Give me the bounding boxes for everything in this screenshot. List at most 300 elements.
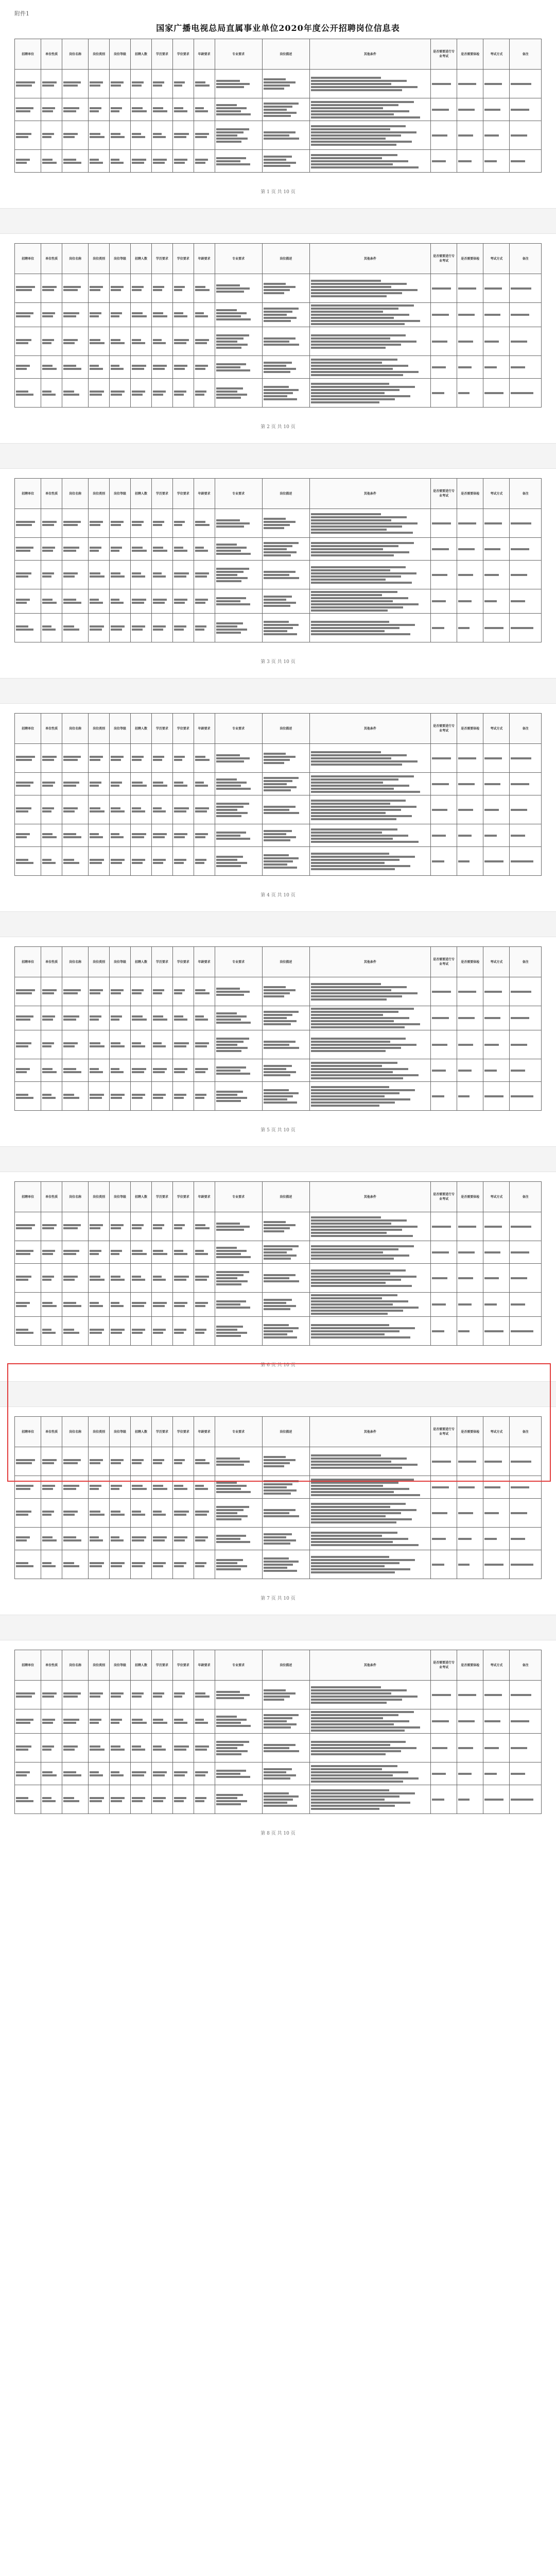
- redacted-text-line: [63, 1536, 76, 1538]
- redacted-text-line: [195, 599, 208, 601]
- table-cell: [431, 1762, 457, 1785]
- redacted-text-line: [311, 782, 383, 784]
- redacted-text-line: [264, 134, 289, 137]
- table-header-row: [15, 1650, 542, 1681]
- table-cell: [89, 70, 110, 98]
- redacted-text-line: [16, 989, 35, 991]
- table-cell: [431, 1476, 457, 1499]
- redacted-text-line: [195, 1276, 210, 1278]
- table-cell: [110, 150, 131, 173]
- redacted-text-line: [264, 337, 296, 340]
- redacted-text-line: [216, 1482, 237, 1484]
- redacted-text-line: [63, 368, 81, 370]
- table-cell: [483, 589, 510, 614]
- redacted-text-line: [311, 1467, 402, 1469]
- redacted-text-line: [42, 1800, 55, 1802]
- redacted-text-line: [174, 391, 186, 393]
- redacted-text-line: [311, 1044, 416, 1046]
- table-cell: [62, 614, 89, 642]
- redacted-text-line: [63, 1276, 78, 1278]
- redacted-text-line: [311, 785, 409, 787]
- redacted-text-line: [16, 1250, 33, 1252]
- redacted-text-line: [311, 1799, 385, 1801]
- table-cell: [62, 1476, 89, 1499]
- table-cell: [194, 824, 215, 847]
- table-cell: [110, 303, 131, 327]
- table-cell: [131, 1499, 152, 1528]
- table-cell: [172, 744, 194, 773]
- redacted-text-line: [111, 342, 125, 344]
- redacted-text-line: [132, 1071, 144, 1073]
- column-header: 是否需要进行专业考试: [431, 479, 457, 509]
- redacted-text-line: [195, 1042, 210, 1044]
- redacted-text-line: [132, 989, 144, 991]
- redacted-text-line: [111, 759, 121, 761]
- redacted-text-line: [216, 1716, 237, 1718]
- redacted-text-line: [264, 1074, 290, 1076]
- redacted-text-line: [311, 323, 405, 325]
- redacted-text-line: [195, 1722, 208, 1724]
- redacted-text-line: [174, 785, 188, 787]
- redacted-text-line: [153, 162, 165, 164]
- column-header: 招聘人数: [131, 244, 152, 274]
- redacted-text-line: [90, 339, 100, 341]
- table-cell: [431, 121, 457, 150]
- redacted-text-line: [63, 289, 78, 291]
- table-cell: [41, 303, 62, 327]
- redacted-text-line: [90, 1302, 99, 1304]
- redacted-text-line: [432, 835, 446, 837]
- redacted-text-line: [132, 1565, 143, 1567]
- redacted-text-line: [264, 599, 286, 601]
- redacted-text-line: [264, 1570, 297, 1572]
- column-header: 岗位描述: [262, 1417, 309, 1447]
- table-cell: [262, 509, 309, 538]
- redacted-text-line: [311, 788, 394, 790]
- redacted-text-line: [63, 785, 76, 787]
- redacted-text-line: [90, 602, 103, 604]
- redacted-text-line: [195, 625, 207, 628]
- redacted-text-line: [216, 757, 250, 759]
- redacted-text-line: [63, 575, 75, 578]
- redacted-text-line: [216, 550, 241, 552]
- redacted-text-line: [132, 1015, 143, 1018]
- redacted-text-line: [311, 138, 386, 140]
- page-gap: [0, 1615, 556, 1640]
- redacted-text-line: [195, 1696, 210, 1698]
- redacted-text-line: [264, 571, 296, 573]
- redacted-text-line: [111, 315, 119, 317]
- redacted-text-line: [132, 629, 143, 631]
- table-cell: [194, 1762, 215, 1785]
- table-cell: [309, 98, 430, 121]
- redacted-text-line: [174, 759, 183, 761]
- redacted-text-line: [174, 862, 184, 864]
- redacted-text-line: [132, 312, 143, 314]
- redacted-text-line: [174, 286, 185, 288]
- table-cell: [215, 1241, 262, 1264]
- table-cell: [309, 1059, 430, 1082]
- redacted-text-line: [195, 602, 205, 604]
- redacted-text-line: [195, 782, 204, 784]
- redacted-text-line: [63, 136, 75, 138]
- redacted-text-line: [216, 334, 249, 336]
- redacted-text-line: [63, 1771, 76, 1773]
- redacted-text-line: [195, 1015, 204, 1018]
- redacted-text-line: [216, 134, 238, 137]
- table-cell: [262, 1059, 309, 1082]
- redacted-text-line: [90, 107, 101, 109]
- table-cell: [110, 379, 131, 408]
- redacted-text-line: [264, 112, 297, 114]
- redacted-text-line: [484, 366, 497, 368]
- redacted-text-line: [195, 1302, 208, 1304]
- redacted-text-line: [311, 1723, 394, 1725]
- page-gap: [0, 911, 556, 937]
- redacted-text-line: [111, 1227, 121, 1229]
- column-header: 学历要求: [151, 1182, 172, 1212]
- redacted-text-line: [174, 625, 186, 628]
- table-cell: [110, 509, 131, 538]
- table-cell: [89, 98, 110, 121]
- redacted-text-line: [195, 162, 205, 164]
- table-cell: [151, 1059, 172, 1082]
- table-cell: [431, 1681, 457, 1709]
- redacted-text-line: [153, 807, 162, 809]
- table-cell: [215, 773, 262, 795]
- table-cell: [172, 1030, 194, 1059]
- table-cell: [457, 1082, 483, 1111]
- table-cell: [15, 98, 41, 121]
- redacted-text-line: [16, 524, 32, 526]
- redacted-text-line: [132, 162, 144, 164]
- redacted-text-line: [111, 992, 121, 994]
- redacted-text-line: [174, 84, 183, 87]
- redacted-text-line: [63, 312, 79, 314]
- column-header: 其他条件: [309, 39, 430, 70]
- redacted-text-line: [311, 1747, 416, 1749]
- table-cell: [151, 795, 172, 824]
- redacted-text-line: [511, 1330, 533, 1332]
- table-cell: [172, 1709, 194, 1734]
- table-cell: [62, 1681, 89, 1709]
- table-cell: [151, 121, 172, 150]
- table-cell: [172, 1006, 194, 1030]
- table-cell: [510, 327, 542, 356]
- redacted-text-line: [63, 1565, 79, 1567]
- table-cell: [262, 1499, 309, 1528]
- table-cell: [194, 98, 215, 121]
- table-row: [15, 1447, 542, 1476]
- redacted-text-line: [311, 1095, 385, 1097]
- column-header: 招聘人数: [131, 39, 152, 70]
- redacted-text-line: [63, 315, 76, 317]
- redacted-text-line: [311, 304, 414, 307]
- redacted-text-line: [111, 756, 123, 758]
- redacted-text-line: [311, 1065, 382, 1067]
- redacted-text-line: [432, 1251, 449, 1253]
- redacted-text-line: [111, 599, 119, 601]
- table-cell: [483, 1241, 510, 1264]
- redacted-text-line: [42, 136, 51, 138]
- redacted-text-line: [216, 1066, 246, 1069]
- column-header: 岗位类别: [89, 1182, 110, 1212]
- redacted-text-line: [311, 1101, 395, 1104]
- redacted-text-line: [264, 1248, 293, 1250]
- redacted-text-line: [111, 833, 119, 835]
- redacted-text-line: [16, 833, 30, 835]
- redacted-text-line: [264, 809, 289, 811]
- table-cell: [89, 1681, 110, 1709]
- redacted-text-line: [216, 1256, 251, 1258]
- table-cell: [215, 847, 262, 876]
- redacted-text-line: [311, 1792, 415, 1794]
- column-header: 岗位描述: [262, 714, 309, 744]
- redacted-text-line: [264, 1561, 299, 1563]
- redacted-text-line: [264, 311, 293, 313]
- redacted-text-line: [311, 1255, 409, 1257]
- table-header-row: [15, 479, 542, 509]
- redacted-text-line: [42, 1771, 53, 1773]
- column-header: 岗位描述: [262, 244, 309, 274]
- redacted-text-line: [216, 1797, 237, 1799]
- table-cell: [483, 1082, 510, 1111]
- table-cell: [89, 379, 110, 408]
- redacted-text-line: [264, 577, 300, 579]
- redacted-text-line: [264, 1227, 290, 1229]
- table-cell: [431, 795, 457, 824]
- redacted-text-line: [90, 1771, 99, 1773]
- table-cell: [457, 327, 483, 356]
- redacted-text-line: [153, 1015, 163, 1018]
- column-header: 年龄要求: [194, 947, 215, 977]
- table-cell: [194, 744, 215, 773]
- table-cell: [215, 1447, 262, 1476]
- column-header: 考试方式: [483, 244, 510, 274]
- redacted-text-line: [311, 575, 401, 578]
- redacted-text-line: [42, 524, 54, 526]
- redacted-text-line: [174, 1485, 184, 1487]
- redacted-text-line: [311, 591, 397, 593]
- redacted-text-line: [16, 1332, 33, 1334]
- column-header: 招聘人数: [131, 947, 152, 977]
- redacted-text-line: [264, 1493, 291, 1495]
- redacted-text-line: [432, 860, 444, 862]
- redacted-text-line: [63, 162, 81, 164]
- redacted-text-line: [174, 1539, 185, 1541]
- redacted-text-line: [511, 1277, 527, 1279]
- redacted-text-line: [42, 1565, 55, 1567]
- redacted-text-line: [264, 545, 293, 547]
- table-cell: [15, 744, 41, 773]
- redacted-text-line: [195, 1536, 208, 1538]
- redacted-text-line: [42, 162, 57, 164]
- table-cell: [194, 1476, 215, 1499]
- table-cell: [483, 824, 510, 847]
- table-cell: [194, 70, 215, 98]
- redacted-text-line: [174, 1797, 186, 1799]
- table-cell: [215, 1762, 262, 1785]
- column-header: 其他条件: [309, 1417, 430, 1447]
- table-cell: [110, 1006, 131, 1030]
- redacted-text-line: [111, 524, 121, 526]
- redacted-text-line: [153, 1332, 163, 1334]
- redacted-text-line: [216, 526, 244, 528]
- table-cell: [110, 70, 131, 98]
- redacted-text-line: [195, 84, 210, 87]
- redacted-text-line: [111, 572, 120, 574]
- table-cell: [172, 614, 194, 642]
- redacted-text-line: [432, 83, 450, 85]
- redacted-text-line: [311, 1717, 383, 1719]
- column-header: 学历要求: [151, 39, 172, 70]
- table-cell: [457, 977, 483, 1006]
- redacted-text-line: [174, 1462, 183, 1464]
- table-row: [15, 356, 542, 379]
- redacted-text-line: [311, 600, 393, 602]
- redacted-text-line: [90, 1696, 100, 1698]
- table-cell: [131, 1476, 152, 1499]
- redacted-text-line: [63, 1305, 81, 1307]
- redacted-text-line: [216, 1464, 244, 1466]
- page-number: 第 3 页 共 10 页: [260, 659, 296, 665]
- redacted-text-line: [311, 292, 402, 294]
- redacted-text-line: [216, 577, 248, 579]
- redacted-text-line: [458, 1330, 470, 1332]
- table-cell: [151, 1212, 172, 1241]
- table-cell: [215, 1785, 262, 1814]
- redacted-text-line: [63, 1459, 81, 1461]
- redacted-text-line: [458, 134, 473, 137]
- redacted-text-line: [90, 1565, 101, 1567]
- redacted-text-line: [16, 162, 27, 164]
- redacted-text-line: [195, 629, 204, 631]
- redacted-text-line: [264, 1456, 286, 1458]
- table-cell: [262, 98, 309, 121]
- column-header: 学位要求: [172, 714, 194, 744]
- redacted-text-line: [484, 1538, 497, 1540]
- redacted-text-line: [174, 394, 184, 396]
- table-cell: [262, 150, 309, 173]
- redacted-text-line: [42, 989, 57, 991]
- column-header: 招聘单位: [15, 1417, 41, 1447]
- redacted-text-line: [174, 1305, 185, 1307]
- redacted-text-line: [311, 1276, 416, 1278]
- redacted-text-line: [153, 575, 166, 578]
- table-cell: [151, 589, 172, 614]
- table-cell: [309, 824, 430, 847]
- table-cell: [62, 589, 89, 614]
- table-cell: [41, 561, 62, 589]
- redacted-text-line: [511, 1747, 527, 1749]
- column-header: 考试方式: [483, 714, 510, 744]
- redacted-text-line: [311, 566, 406, 568]
- redacted-text-line: [42, 629, 55, 631]
- column-header: 专业要求: [215, 39, 262, 70]
- redacted-text-line: [511, 783, 529, 785]
- redacted-text-line: [16, 782, 33, 784]
- redacted-text-line: [195, 759, 210, 761]
- redacted-text-line: [484, 574, 498, 576]
- redacted-text-line: [432, 1747, 447, 1749]
- redacted-text-line: [264, 1020, 297, 1022]
- table-cell: [15, 795, 41, 824]
- table-cell: [483, 561, 510, 589]
- redacted-text-line: [264, 317, 297, 319]
- positions-table: [14, 713, 542, 876]
- redacted-text-line: [111, 1094, 125, 1096]
- column-header: 专业要求: [215, 714, 262, 744]
- redacted-text-line: [111, 1097, 122, 1099]
- redacted-text-line: [264, 602, 297, 604]
- redacted-text-line: [216, 806, 244, 808]
- redacted-text-line: [132, 1722, 147, 1724]
- redacted-text-line: [264, 860, 293, 862]
- redacted-text-line: [264, 527, 284, 529]
- redacted-text-line: [63, 1692, 81, 1694]
- redacted-text-line: [153, 1459, 164, 1461]
- redacted-text-line: [42, 547, 55, 549]
- redacted-text-line: [63, 107, 79, 109]
- redacted-text-line: [111, 836, 124, 838]
- redacted-text-line: [16, 629, 33, 631]
- redacted-text-line: [132, 756, 144, 758]
- redacted-text-line: [174, 1019, 188, 1021]
- table-cell: [89, 744, 110, 773]
- redacted-text-line: [311, 986, 407, 988]
- redacted-text-line: [195, 862, 204, 864]
- redacted-text-line: [432, 366, 446, 368]
- redacted-text-line: [42, 368, 57, 370]
- table-cell: [62, 327, 89, 356]
- table-cell: [457, 1550, 483, 1579]
- column-header: 岗位描述: [262, 39, 309, 70]
- redacted-text-line: [63, 782, 79, 784]
- redacted-text-line: [174, 315, 188, 317]
- redacted-text-line: [264, 621, 289, 623]
- redacted-text-line: [216, 1274, 244, 1276]
- redacted-text-line: [216, 1022, 251, 1024]
- table-cell: [457, 1785, 483, 1814]
- table-cell: [510, 1681, 542, 1709]
- redacted-text-line: [90, 1722, 99, 1724]
- redacted-text-line: [63, 110, 76, 112]
- redacted-text-line: [111, 110, 119, 112]
- redacted-text-line: [174, 1745, 189, 1748]
- redacted-text-line: [432, 160, 446, 162]
- table-cell: [110, 1241, 131, 1264]
- column-header: 其他条件: [309, 1182, 430, 1212]
- redacted-text-line: [264, 1512, 289, 1514]
- column-header: 岗位名称: [62, 39, 89, 70]
- redacted-text-line: [311, 1307, 419, 1309]
- redacted-text-line: [216, 318, 251, 320]
- redacted-text-line: [311, 163, 393, 165]
- table-cell: [41, 150, 62, 173]
- redacted-text-line: [111, 625, 125, 628]
- table-cell: [89, 121, 110, 150]
- redacted-text-line: [311, 818, 396, 820]
- table-cell: [262, 1317, 309, 1346]
- table-header-row: [15, 947, 542, 977]
- redacted-text-line: [264, 524, 290, 526]
- table-cell: [62, 1030, 89, 1059]
- redacted-text-line: [111, 1749, 125, 1751]
- redacted-text-line: [174, 1276, 189, 1278]
- table-cell: [194, 274, 215, 303]
- redacted-text-line: [216, 1019, 241, 1021]
- redacted-text-line: [484, 1330, 503, 1332]
